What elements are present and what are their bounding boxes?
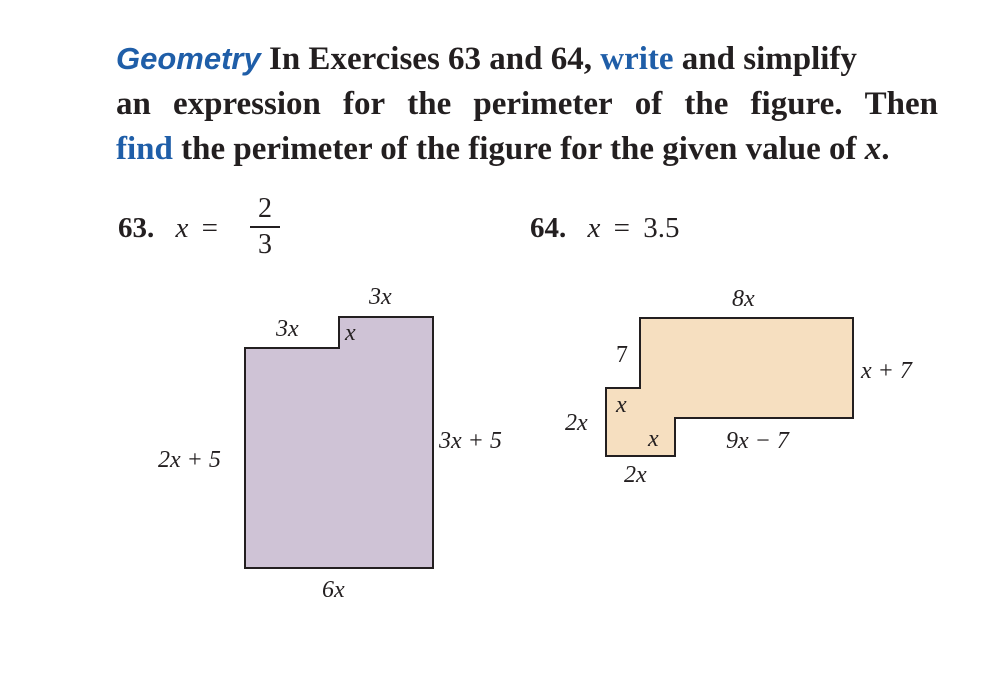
- text-simplify: and simplify: [681, 41, 857, 77]
- label-notch-depth: x: [345, 320, 356, 346]
- label-bottom-right: 9x − 7: [726, 428, 789, 454]
- exercise-number: 64.: [530, 212, 567, 244]
- exercise-variable: x: [175, 212, 189, 244]
- word: figure.: [750, 86, 843, 122]
- period: .: [881, 131, 890, 167]
- label-right: 3x + 5: [439, 428, 502, 454]
- equals-sign: =: [201, 212, 218, 244]
- label-bottom-x: x: [648, 426, 659, 452]
- exercise-number: 63.: [118, 212, 155, 244]
- exercise-value: 3.5: [643, 212, 680, 244]
- label-step-x: x: [616, 392, 627, 418]
- label-left: 2x: [565, 410, 588, 436]
- text-perimeter: the perimeter of the figure for the given value of: [181, 131, 857, 167]
- keyword-find: find: [116, 131, 173, 167]
- label-right: x + 7: [861, 358, 912, 384]
- equals-sign: =: [613, 212, 630, 244]
- label-bottom: 2x: [624, 462, 647, 488]
- heading-geometry: Geometry: [116, 41, 261, 76]
- variable-x: x: [864, 131, 882, 167]
- figure-63-shape: [245, 317, 433, 568]
- word: of: [634, 86, 663, 122]
- label-top: 8x: [732, 286, 755, 312]
- label-left: 2x + 5: [158, 447, 221, 473]
- word: the: [684, 86, 729, 122]
- word: perimeter: [473, 86, 613, 122]
- word: Then: [864, 86, 938, 122]
- exercise-variable: x: [587, 212, 601, 244]
- word: an: [116, 86, 151, 122]
- label-top-left: 3x: [276, 316, 299, 342]
- label-bottom: 6x: [322, 577, 345, 603]
- word: expression: [172, 86, 321, 122]
- fraction-denominator: 3: [258, 229, 272, 260]
- text-exercises: In Exercises 63 and 64,: [268, 41, 592, 77]
- fraction-numerator: 2: [258, 193, 272, 224]
- keyword-write: write: [600, 41, 674, 77]
- label-left-step: 7: [616, 342, 628, 368]
- word: for: [343, 86, 386, 122]
- label-notch-width: 3x: [369, 284, 392, 310]
- word: the: [407, 86, 452, 122]
